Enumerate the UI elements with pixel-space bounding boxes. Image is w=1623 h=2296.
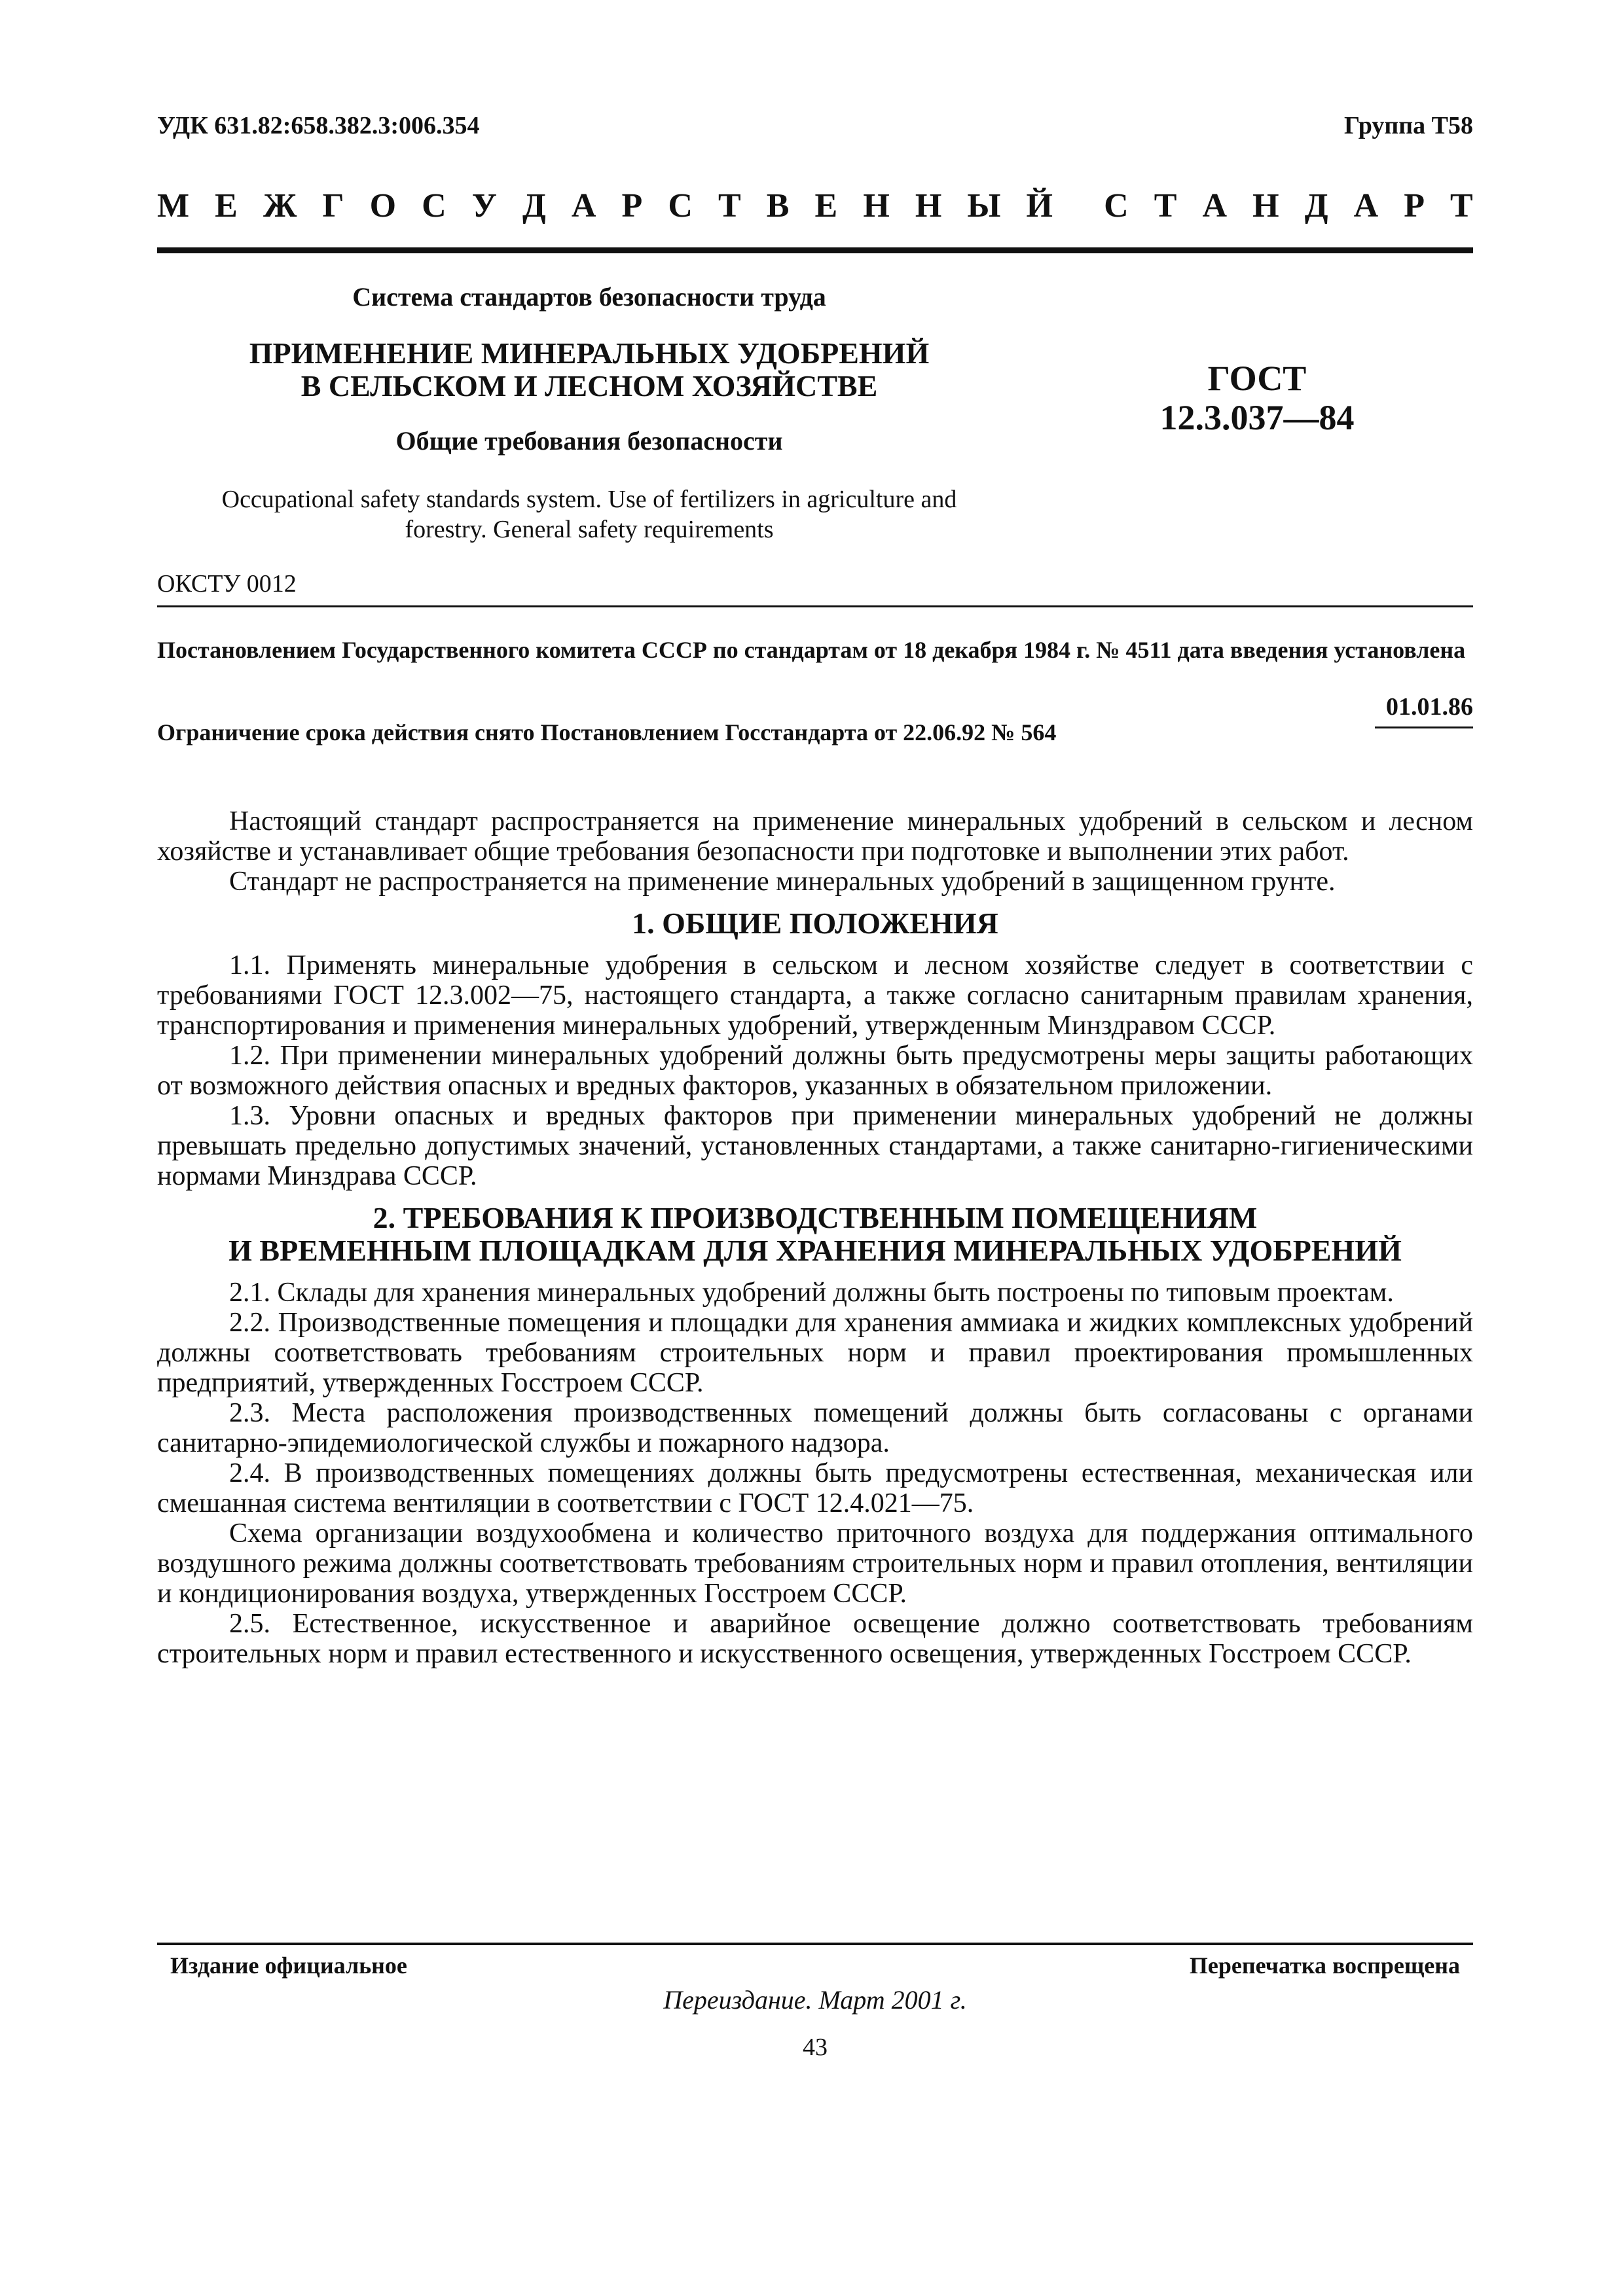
section-2-heading xyxy=(157,1202,1473,1267)
official-edition-label: Издание официальное xyxy=(170,1952,407,1979)
interstate-letter: А xyxy=(1202,187,1228,224)
interstate-letter: Й xyxy=(1026,187,1053,224)
reissue-note: Переиздание. Март 2001 г. xyxy=(663,1985,967,2015)
interstate-letter: С xyxy=(422,187,447,224)
clause-2-4: 2.4. В производственных помещениях должны быть предусмотрены естественная, механическая или смешанная система вентиляции в соответствии с ГОСТ 12.4.021—75. xyxy=(157,1458,1473,1518)
intro-paragraph-2: Стандарт не распространяется на применение минеральных удобрений в защищенном грунте. xyxy=(229,867,1336,897)
intro-paragraph-1: Настоящий стандарт распространяется на применение минеральных удобрений в сельском и лесном хозяйстве и устанавливает общие требования безопасности при подготовке и выполнении этих работ. xyxy=(157,806,1473,867)
interstate-letter: С xyxy=(668,187,693,224)
standards-system-label: Система стандартов безопасности труда xyxy=(352,282,826,312)
clause-2-3: 2.3. Места расположения производственных помещений должны быть согласованы с органами санитарно-эпидемиологической службы и пожарного надзора. xyxy=(157,1398,1473,1458)
limitation-note: Ограничение срока действия снято Постановлением Госстандарта от 22.06.92 № 564 xyxy=(157,719,1057,745)
english-title-line1: Occupational safety standards system. Use of fertilizers in agriculture and xyxy=(221,486,957,513)
interstate-letter: Ж xyxy=(263,187,297,224)
interstate-standard-heading xyxy=(157,187,1473,225)
interstate-letter: Р xyxy=(621,187,643,224)
page-number: 43 xyxy=(803,2034,828,2061)
interstate-letter: У xyxy=(471,187,497,224)
okstu-code: ОКСТУ 0012 xyxy=(157,570,297,598)
section-2-heading-line1: 2. ТРЕБОВАНИЯ К ПРОИЗВОДСТВЕННЫМ ПОМЕЩЕНИЯМ xyxy=(373,1201,1258,1234)
interstate-letter: Т xyxy=(1450,187,1473,224)
interstate-letter: А xyxy=(571,187,596,224)
interstate-letter: Т xyxy=(718,187,741,224)
gost-label: ГОСТ xyxy=(1207,359,1307,398)
interstate-letter: Н xyxy=(1252,187,1279,224)
section-2-heading-line2: И ВРЕМЕННЫМ ПЛОЩАДКАМ ДЛЯ ХРАНЕНИЯ МИНЕРАЛЬНЫХ УДОБРЕНИЙ xyxy=(228,1234,1402,1267)
interstate-letter: Д xyxy=(522,187,546,224)
clause-1-3: 1.3. Уровни опасных и вредных факторов при применении минеральных удобрений не должны превышать предельно допустимых значений, установленных стандартами, а также санитарно-гигиеническими нормами Минздрава СССР. xyxy=(157,1101,1473,1191)
introduction-date: 01.01.86 xyxy=(1375,692,1473,728)
interstate-letter: Е xyxy=(814,187,838,224)
reprint-prohibited-label: Перепечатка воспрещена xyxy=(1189,1952,1460,1979)
interstate-letter: Р xyxy=(1404,187,1425,224)
interstate-letter: Т xyxy=(1154,187,1177,224)
udk-code: УДК 631.82:658.382.3:006.354 xyxy=(157,112,480,139)
section-1-heading: 1. ОБЩИЕ ПОЛОЖЕНИЯ xyxy=(632,906,998,940)
group-code: Группа T58 xyxy=(1343,112,1473,139)
document-title-line1: ПРИМЕНЕНИЕ МИНЕРАЛЬНЫХ УДОБРЕНИЙ xyxy=(249,336,930,370)
clause-1-2: 1.2. При применении минеральных удобрений должны быть предусмотрены меры защиты работающих от возможного действия опасных и вредных факторов, указанных в обязательном приложении. xyxy=(157,1041,1473,1101)
interstate-letter: В xyxy=(766,187,790,224)
interstate-letter: Д xyxy=(1304,187,1328,224)
interstate-letter: Н xyxy=(863,187,890,224)
clause-2-5: 2.5. Естественное, искусственное и аварийное освещение должно соответствовать требованиям строительных норм и правил естественного и искусственного освещения, утвержденных Госстроем СССР. xyxy=(157,1609,1473,1669)
decree-text: Постановлением Государственного комитета СССР по стандартам от 18 декабря 1984 г. № 4511 дата введения установлена xyxy=(157,637,1466,663)
document-page xyxy=(157,0,1473,2296)
interstate-letter: Г xyxy=(322,187,344,224)
document-body xyxy=(157,806,1473,1669)
gost-number: 12.3.037—84 xyxy=(1159,398,1355,437)
document-title-line2: В СЕЛЬСКОМ И ЛЕСНОМ ХОЗЯЙСТВЕ xyxy=(301,369,878,403)
interstate-letter: М xyxy=(157,187,190,224)
interstate-letter: А xyxy=(1353,187,1379,224)
interstate-letter: Н xyxy=(915,187,942,224)
interstate-letter: С xyxy=(1104,187,1129,224)
title-divider xyxy=(157,605,1473,607)
english-title-line2: forestry. General safety requirements xyxy=(405,516,774,543)
interstate-letter: Ы xyxy=(967,187,1001,224)
interstate-letter: Е xyxy=(215,187,238,224)
gost-designation xyxy=(1100,359,1414,437)
document-subtitle: Общие требования безопасности xyxy=(395,426,783,456)
interstate-letter: О xyxy=(369,187,397,224)
clause-2-2: 2.2. Производственные помещения и площадки для хранения аммиака и жидких комплексных удобрений должны соответствовать требованиям строительных норм и правил проектирования промышленных предприятий, утвержденных Госстроем СССР. xyxy=(157,1308,1473,1398)
english-title xyxy=(157,484,1021,545)
clause-1-1: 1.1. Применять минеральные удобрения в сельском и лесном хозяйстве следует в соответствии с требованиями ГОСТ 12.3.002—75, настоящего стандарта, а также согласно санитарным правилам хранения, транспортирования и применения минеральных удобрений, утвержденным Минздравом СССР. xyxy=(157,950,1473,1041)
clause-2-4-continuation: Схема организации воздухообмена и количество приточного воздуха для поддержания оптимального воздушного режима должны соответствовать требованиям строительных норм и правил отопления, вентиляции и кондиционирования воздуха, утвержденных Госстроем СССР. xyxy=(157,1518,1473,1609)
footer-divider xyxy=(157,1943,1473,1945)
clause-2-1: 2.1. Склады для хранения минеральных удобрений должны быть построены по типовым проектам. xyxy=(229,1278,1394,1308)
header-divider xyxy=(157,247,1473,253)
document-title xyxy=(157,337,1021,403)
